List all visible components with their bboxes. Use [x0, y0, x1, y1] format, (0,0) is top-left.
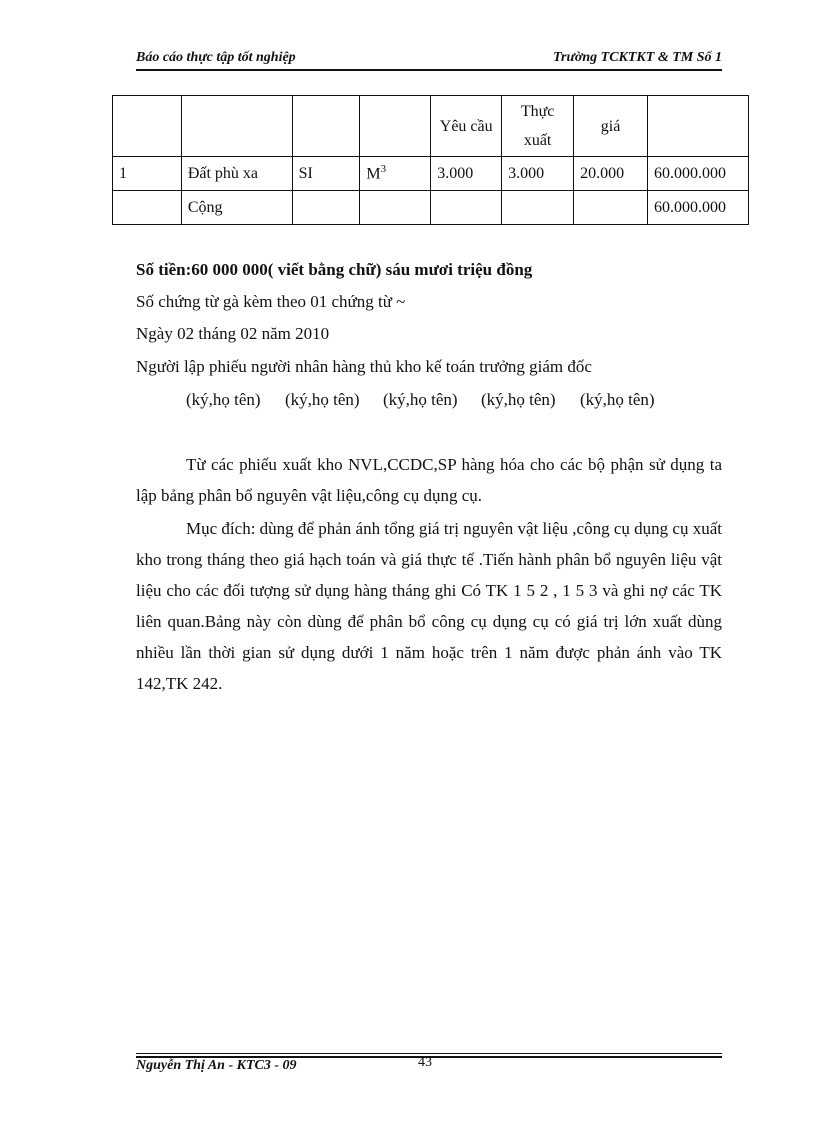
signature-placeholder: (ký,họ tên) — [285, 390, 360, 409]
cell-total-amount: 60.000.000 — [647, 191, 748, 225]
footer-author: Nguyễn Thị An - KTC3 - 09 — [136, 1058, 297, 1073]
header-cell-thuc-xuat: Thực xuất — [502, 96, 574, 157]
table-header-row — [113, 96, 749, 157]
document-date: Ngày 02 tháng 02 năm 2010 — [136, 324, 330, 343]
signature-placeholder: (ký,họ tên) — [580, 390, 655, 409]
header-cell — [113, 96, 182, 157]
amount-in-words: Số tiền:60 000 000( viết bằng chữ) sáu mươi triệu đồng — [136, 260, 533, 279]
cell-qty-required: 3.000 — [431, 157, 502, 191]
header-cell — [181, 96, 292, 157]
cell — [360, 191, 431, 225]
cell-unit — [360, 157, 431, 191]
header-divider — [136, 69, 722, 71]
page-header — [136, 50, 722, 68]
cell — [292, 191, 360, 225]
header-cell-gia: giá — [574, 96, 648, 157]
page-number: 43 — [418, 1055, 432, 1070]
cell — [431, 191, 502, 225]
cell-total-label: Cộng — [181, 191, 292, 225]
body-paragraph-2-block — [136, 513, 722, 699]
body-paragraph: Mục đích: dùng để phản ánh tổng giá trị nguyên vật liệu ,công cụ dụng cụ xuất kho trong tháng theo giá hạch toán và giá thực tế .Tiến hành phân bổ nguyên liệu vật liệu cho các đối tượng sử dụng hàng tháng ghi Có TK 1 5 2 , 1 5 3 và ghi nợ các TK liên quan.Bảng này còn dùng để phân bổ công cụ dụng cụ có giá trị lớn xuất dùng nhiều lần thời gian sử dụng dưới 1 năm hoặc trên 1 năm được phản ánh vào TK 142,TK 242. — [136, 519, 722, 693]
header-report-title: Báo cáo thực tập tốt nghiệp — [136, 50, 296, 65]
header-cell — [292, 96, 360, 157]
signature-placeholder: (ký,họ tên) — [383, 390, 458, 409]
signers-roles: Người lập phiếu người nhân hàng thủ kho kế toán trưởng giám đốc — [136, 357, 592, 376]
cell-name: Đất phù xa — [181, 157, 292, 191]
attached-documents: Số chứng từ gà kèm theo 01 chứng từ ~ — [136, 292, 406, 311]
cell-code: SI — [292, 157, 360, 191]
cell — [574, 191, 648, 225]
cell — [113, 191, 182, 225]
signature-placeholder: (ký,họ tên) — [186, 390, 261, 409]
unit-text: M — [366, 165, 381, 183]
header-cell-yeu-cau: Yêu cầu — [431, 96, 502, 157]
header-school-name: Trường TCKTKT & TM Số 1 — [552, 50, 722, 65]
cell-price: 20.000 — [574, 157, 648, 191]
goods-issue-table — [112, 95, 749, 225]
cell-amount: 60.000.000 — [647, 157, 748, 191]
footer-divider — [136, 1053, 722, 1054]
cell — [502, 191, 574, 225]
header-cell — [647, 96, 748, 157]
table-row — [113, 157, 749, 191]
header-cell — [360, 96, 431, 157]
body-paragraph-1-block — [136, 449, 722, 511]
body-paragraph: Từ các phiếu xuất kho NVL,CCDC,SP hàng hóa cho các bộ phận sử dụng ta lập bảng phân bổ nguyên vật liệu,công cụ dụng cụ. — [136, 455, 722, 505]
table-row-total — [113, 191, 749, 225]
cell-stt: 1 — [113, 157, 182, 191]
unit-superscript: 3 — [380, 163, 387, 176]
cell-qty-actual: 3.000 — [502, 157, 574, 191]
signature-placeholder: (ký,họ tên) — [481, 390, 556, 409]
